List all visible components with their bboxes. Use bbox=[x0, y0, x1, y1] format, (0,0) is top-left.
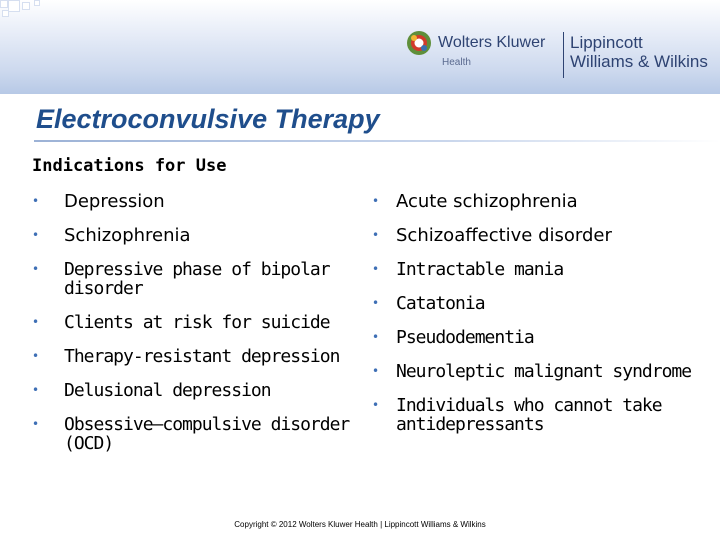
list-item-text: Pseudodementia bbox=[396, 327, 534, 348]
list-item-text: Depressive phase of bipolar disorder bbox=[64, 259, 330, 299]
publisher-logo bbox=[406, 30, 716, 80]
list-item bbox=[372, 328, 712, 347]
list-item-text: Depression bbox=[64, 191, 165, 212]
list-item bbox=[372, 226, 712, 245]
wolters-kluwer-globe-icon bbox=[406, 30, 432, 56]
list-item bbox=[30, 415, 350, 453]
list-item-text: Schizophrenia bbox=[64, 225, 191, 246]
logo-sub-text: Health bbox=[442, 57, 471, 68]
title-underline bbox=[34, 140, 720, 142]
list-item bbox=[30, 260, 350, 298]
slide-title: Electroconvulsive Therapy bbox=[36, 104, 380, 134]
list-item bbox=[372, 294, 712, 313]
list-item bbox=[30, 313, 350, 332]
bullet-icon: • bbox=[32, 228, 40, 242]
bullet-icon: • bbox=[372, 296, 380, 310]
copyright-footer: Copyright © 2012 Wolters Kluwer Health | Lippincott Williams & Wilkins bbox=[234, 520, 486, 529]
indications-right-list bbox=[372, 192, 712, 434]
logo-secondary-line1: Lippincott bbox=[570, 33, 643, 52]
bullet-icon: • bbox=[32, 417, 40, 431]
bullet-icon: • bbox=[32, 383, 40, 397]
list-item bbox=[30, 226, 350, 245]
bullet-icon: • bbox=[32, 194, 40, 208]
list-item bbox=[30, 381, 350, 400]
logo-secondary-line2: Williams & Wilkins bbox=[570, 52, 708, 71]
list-item-text: Individuals who cannot take antidepressants bbox=[396, 395, 662, 435]
bullet-icon: • bbox=[372, 398, 380, 412]
header-band bbox=[0, 0, 720, 94]
list-item-text: Obsessive–compulsive disorder (OCD) bbox=[64, 414, 350, 454]
logo-primary-text: Wolters Kluwer bbox=[438, 34, 546, 51]
list-item-text: Acute schizophrenia bbox=[396, 191, 578, 212]
list-item bbox=[372, 362, 712, 381]
list-item bbox=[372, 260, 712, 279]
list-item-text: Delusional depression bbox=[64, 380, 271, 401]
list-item-text: Catatonia bbox=[396, 293, 485, 314]
list-item-text: Clients at risk for suicide bbox=[64, 312, 330, 333]
list-item bbox=[30, 347, 350, 366]
list-item-text: Therapy-resistant depression bbox=[64, 346, 340, 367]
bullet-icon: • bbox=[372, 364, 380, 378]
list-item-text: Schizoaffective disorder bbox=[396, 225, 612, 246]
list-item bbox=[372, 396, 712, 434]
logo-divider bbox=[563, 32, 564, 78]
bullet-icon: • bbox=[372, 262, 380, 276]
list-item-text: Neuroleptic malignant syndrome bbox=[396, 361, 692, 382]
section-subheading: Indications for Use bbox=[32, 156, 227, 176]
bullet-icon: • bbox=[32, 349, 40, 363]
list-item-text: Intractable mania bbox=[396, 259, 564, 280]
list-item bbox=[30, 192, 350, 211]
decorative-squares bbox=[0, 0, 720, 20]
indications-left-list bbox=[30, 192, 350, 453]
list-item bbox=[372, 192, 712, 211]
bullet-icon: • bbox=[372, 330, 380, 344]
bullet-icon: • bbox=[32, 315, 40, 329]
bullet-icon: • bbox=[372, 194, 380, 208]
bullet-icon: • bbox=[32, 262, 40, 276]
bullet-icon: • bbox=[372, 228, 380, 242]
